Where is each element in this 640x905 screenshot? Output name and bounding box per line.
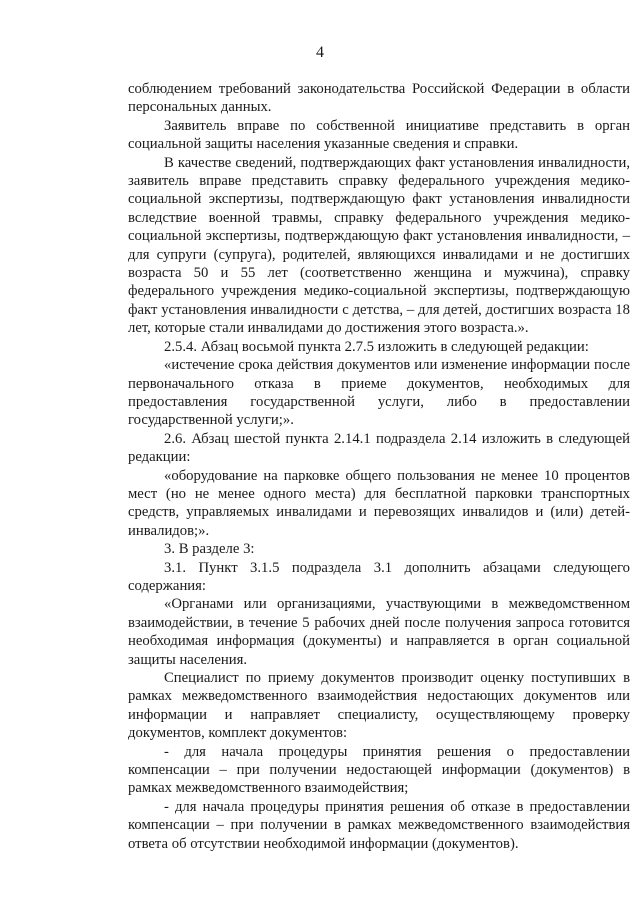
paragraph: соблюдением требований законодательства Российской Федерации в области персональных данных. xyxy=(128,81,630,116)
paragraph: 2.5.4. Абзац восьмой пункта 2.7.5 изложить в следующей редакции: xyxy=(164,338,589,355)
paragraph: 2.6. Абзац шестой пункта 2.14.1 подраздела 2.14 изложить в следующей редакции: xyxy=(128,430,630,466)
paragraph: В качестве сведений, подтверждающих факт установления инвалидности, заявитель вправе представить справку федерального учреждения медико-социальной экспертизы, подтверждающую факт установления инвалидности вследствие военной травмы, справку федерального учреждения медико-социальной экспертизы, подтверждающую факт установления инвалидности, – для супруги (супруга), родителей, являющихся инвалидами и не достигших возраста 50 и 55 лет (соответственно женщина и мужчина), справку федерального учреждения медико-социальной экспертизы, подтверждающую факт установления инвалидности с детства, – для детей, достигших возраста 18 лет, которые стали инвалидами до достижения этого возраста.». xyxy=(128,154,630,337)
paragraph: «оборудование на парковке общего пользования не менее 10 процентов мест (но не менее одного места) для бесплатной парковки транспортных средств, управляемых инвалидами и перевозящих инвалидов и (или) детей-инвалидов;». xyxy=(128,467,630,539)
paragraph: 3. В разделе 3: xyxy=(164,541,255,558)
page-number: 4 xyxy=(316,44,324,61)
paragraph: - для начала процедуры принятия решения о предоставлении компенсации – при получении недостающей информации (документов) в рамках межведомственного взаимодействия; xyxy=(128,743,630,797)
paragraph: «истечение срока действия документов или изменение информации после первоначального отказа в приеме документов, необходимых для предоставления государственной услуги, либо в предоставлении государственной услуги;». xyxy=(128,357,630,429)
paragraph: Заявитель вправе по собственной инициативе представить в орган социальной защиты населения указанные сведения и справки. xyxy=(128,117,630,153)
document-body xyxy=(128,80,630,853)
paragraph: Специалист по приему документов производит оценку поступивших в рамках межведомственного взаимодействия недостающих документов или информации и направляет специалисту, осуществляющему проверку документов, комплект документов: xyxy=(128,670,630,742)
paragraph: «Органами или организациями, участвующими в межведомственном взаимодействии, в течение 5 рабочих дней после получения запроса готовится необходимая информация (документы) и направляется в орган социальной защиты населения. xyxy=(128,596,630,668)
paragraph: 3.1. Пункт 3.1.5 подраздела 3.1 дополнить абзацами следующего содержания: xyxy=(128,559,630,594)
paragraph: - для начала процедуры принятия решения об отказе в предоставлении компенсации – при получении в рамках межведомственного взаимодействия ответа об отсутствии необходимой информации (документов). xyxy=(128,798,630,852)
